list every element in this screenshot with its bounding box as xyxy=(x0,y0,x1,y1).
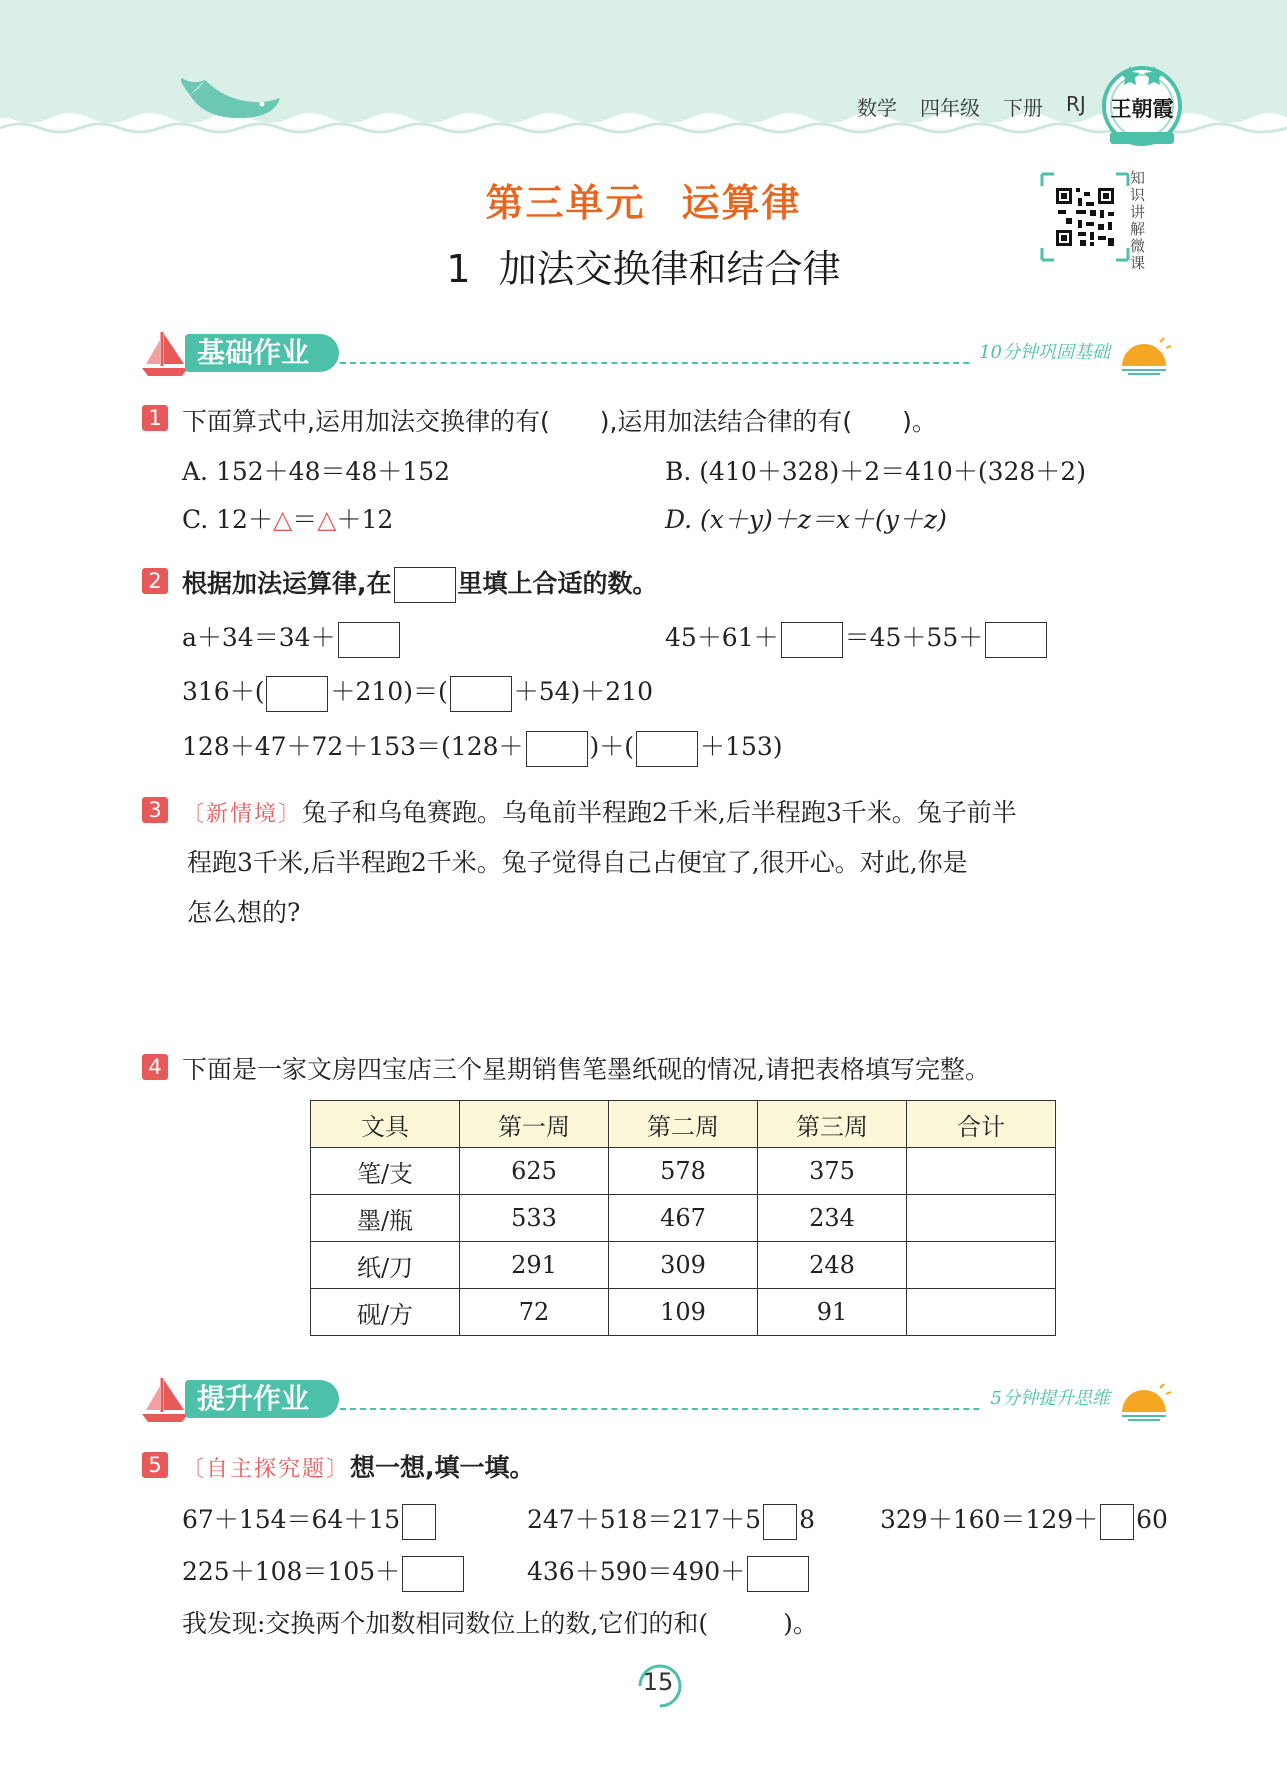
section-basic-label: 基础作业 xyxy=(185,334,339,372)
q5-tag: 〔自主探究题〕 xyxy=(182,1457,351,1482)
total-cell[interactable] xyxy=(907,1242,1056,1289)
section-advanced-label: 提升作业 xyxy=(185,1380,339,1418)
q5-title: 想一想,填一填。 xyxy=(350,1453,535,1482)
total-cell[interactable] xyxy=(907,1289,1056,1336)
sunset-icon xyxy=(1116,1382,1172,1422)
q5-expr-1 xyxy=(182,1500,438,1540)
q2-expr: ＋210)＝( xyxy=(330,677,448,706)
table-cell: 91 xyxy=(758,1289,907,1336)
q3-text: 兔子和乌龟赛跑。乌龟前半程跑2千米,后半程跑3千米。兔子前半 xyxy=(302,798,1017,827)
page-number: 15 xyxy=(642,1668,674,1696)
q2-row1-b xyxy=(665,618,1049,658)
q2-expr: 45＋61＋ xyxy=(665,623,779,652)
brand-name: 王朝霞 xyxy=(1110,96,1174,121)
answer-box[interactable] xyxy=(266,676,328,712)
q5-heading xyxy=(182,1448,535,1484)
section-advanced-header xyxy=(140,1376,1180,1426)
table-cell: 234 xyxy=(758,1195,907,1242)
sailboat-icon xyxy=(140,330,190,378)
total-cell[interactable] xyxy=(907,1148,1056,1195)
answer-box[interactable] xyxy=(985,622,1047,658)
total-cell[interactable] xyxy=(907,1195,1056,1242)
q5-expr: 225＋108＝105＋ xyxy=(182,1557,401,1586)
answer-box[interactable] xyxy=(781,622,843,658)
table-cell: 纸/刀 xyxy=(311,1242,460,1289)
q2-expr: 128＋47＋72＋153＝(128＋ xyxy=(182,732,524,761)
q3-line3: 怎么想的? xyxy=(187,898,301,927)
q5-finding: 我发现:交换两个加数相同数位上的数,它们的和( )。 xyxy=(182,1609,818,1638)
q5-expr: 247＋518＝217＋5 xyxy=(527,1505,762,1534)
section-advanced-note: 5分钟提升思维 xyxy=(983,1384,1110,1410)
q1-text: 下面算式中,运用加法交换律的有( ),运用加法结合律的有( )。 xyxy=(182,407,937,436)
table-cell: 248 xyxy=(758,1242,907,1289)
table-cell: 625 xyxy=(460,1148,609,1195)
q2-text-pre: 根据加法运算律,在 xyxy=(182,569,392,598)
table-header-row xyxy=(311,1101,1056,1148)
q4-text: 下面是一家文房四宝店三个星期销售笔墨纸砚的情况,请把表格填写完整。 xyxy=(182,1055,990,1084)
table-cell: 109 xyxy=(609,1289,758,1336)
q1-option-a: A. 152＋48＝48＋152 xyxy=(182,457,451,486)
question-number: 3 xyxy=(142,797,168,823)
table-cell: 291 xyxy=(460,1242,609,1289)
q5-expr: 329＋160＝129＋ xyxy=(880,1505,1099,1534)
unit-number: 第三单元 xyxy=(485,181,646,225)
question-number: 5 xyxy=(142,1452,168,1478)
answer-box[interactable] xyxy=(394,567,456,603)
triangle-icon: △ xyxy=(272,505,293,534)
header-band xyxy=(0,0,1287,150)
table-cell: 72 xyxy=(460,1289,609,1336)
sunset-icon xyxy=(1116,336,1172,376)
q2-expr: ＝45＋55＋ xyxy=(844,623,984,652)
table-cell: 467 xyxy=(609,1195,758,1242)
table-header-cell: 文具 xyxy=(311,1101,460,1148)
lesson-number: 1 xyxy=(446,247,471,291)
q1-option-d: D. (x＋y)＋z＝x＋(y＋z) xyxy=(665,505,947,534)
table-cell: 309 xyxy=(609,1242,758,1289)
sailboat-icon xyxy=(140,1376,190,1424)
table-row xyxy=(311,1148,1056,1195)
section-basic-note: 10分钟巩固基础 xyxy=(971,338,1110,364)
table-header-cell: 合计 xyxy=(907,1101,1056,1148)
answer-box[interactable] xyxy=(747,1556,809,1592)
q1-option-c-mid: ＝ xyxy=(292,505,318,534)
question-number: 2 xyxy=(142,568,168,594)
sales-table xyxy=(310,1100,1056,1336)
section-basic-header xyxy=(140,330,1180,380)
volume-label: 下册 xyxy=(1003,96,1043,120)
unit-name: 运算律 xyxy=(681,181,802,225)
qr-label: 知识讲解微课 xyxy=(1130,169,1146,272)
table-cell: 笔/支 xyxy=(311,1148,460,1195)
q3-tag: 〔新情境〕 xyxy=(182,802,303,827)
q1-option-c xyxy=(182,500,393,536)
answer-box[interactable] xyxy=(526,731,588,767)
q5-expr: 67＋154＝64＋15 xyxy=(182,1505,401,1534)
table-cell: 533 xyxy=(460,1195,609,1242)
q5-expr-3 xyxy=(880,1500,1168,1540)
table-cell: 砚/方 xyxy=(311,1289,460,1336)
q3-line1 xyxy=(182,793,1017,829)
question-number: 1 xyxy=(142,405,168,431)
brand-logo xyxy=(1100,58,1184,150)
answer-box[interactable] xyxy=(1100,1504,1134,1540)
q5-expr: 8 xyxy=(799,1505,815,1534)
q5-expr-4 xyxy=(182,1552,466,1592)
q5-expr-5 xyxy=(527,1552,811,1592)
q2-expr: 316＋( xyxy=(182,677,265,706)
q5-expr-2 xyxy=(527,1500,815,1540)
answer-box[interactable] xyxy=(450,676,512,712)
table-row xyxy=(311,1195,1056,1242)
grade-label: 四年级 xyxy=(920,96,980,120)
answer-box[interactable] xyxy=(402,1556,464,1592)
answer-box[interactable] xyxy=(636,731,698,767)
table-cell: 578 xyxy=(609,1148,758,1195)
q1-option-b: B. (410＋328)＋2＝410＋(328＋2) xyxy=(665,457,1086,486)
q2-expr: ＋153) xyxy=(700,732,783,761)
answer-box[interactable] xyxy=(402,1504,436,1540)
q1-option-c-post: ＋12 xyxy=(336,505,394,534)
edition-label: RJ xyxy=(1066,92,1086,116)
answer-box[interactable] xyxy=(338,622,400,658)
table-header-cell: 第一周 xyxy=(460,1101,609,1148)
q2-row2 xyxy=(182,672,653,712)
table-cell: 墨/瓶 xyxy=(311,1195,460,1242)
q1-option-c-pre: C. 12＋ xyxy=(182,505,273,534)
table-cell: 375 xyxy=(758,1148,907,1195)
q3-line2: 程跑3千米,后半程跑2千米。兔子觉得自己占便宜了,很开心。对此,你是 xyxy=(187,848,968,877)
q2-expr: a＋34＝34＋ xyxy=(182,623,336,652)
q2-text-post: 里填上合适的数。 xyxy=(457,569,658,598)
q5-expr: 436＋590＝490＋ xyxy=(527,1557,746,1586)
lesson-name: 加法交换律和结合律 xyxy=(498,247,841,291)
qr-code[interactable] xyxy=(1040,172,1140,262)
question-number: 4 xyxy=(142,1054,168,1080)
table-row xyxy=(311,1289,1056,1336)
q2-expr: ＋54)＋210 xyxy=(513,677,654,706)
table-header-cell: 第二周 xyxy=(609,1101,758,1148)
triangle-icon: △ xyxy=(317,505,337,534)
table-header-cell: 第三周 xyxy=(758,1101,907,1148)
q5-expr: 60 xyxy=(1136,1505,1168,1534)
q2-row1-a xyxy=(182,618,402,658)
q2-text xyxy=(182,564,658,603)
answer-box[interactable] xyxy=(763,1504,797,1540)
subject-label: 数学 xyxy=(857,96,897,120)
q2-row3 xyxy=(182,727,783,767)
q2-expr: )＋( xyxy=(589,732,635,761)
table-row xyxy=(311,1242,1056,1289)
